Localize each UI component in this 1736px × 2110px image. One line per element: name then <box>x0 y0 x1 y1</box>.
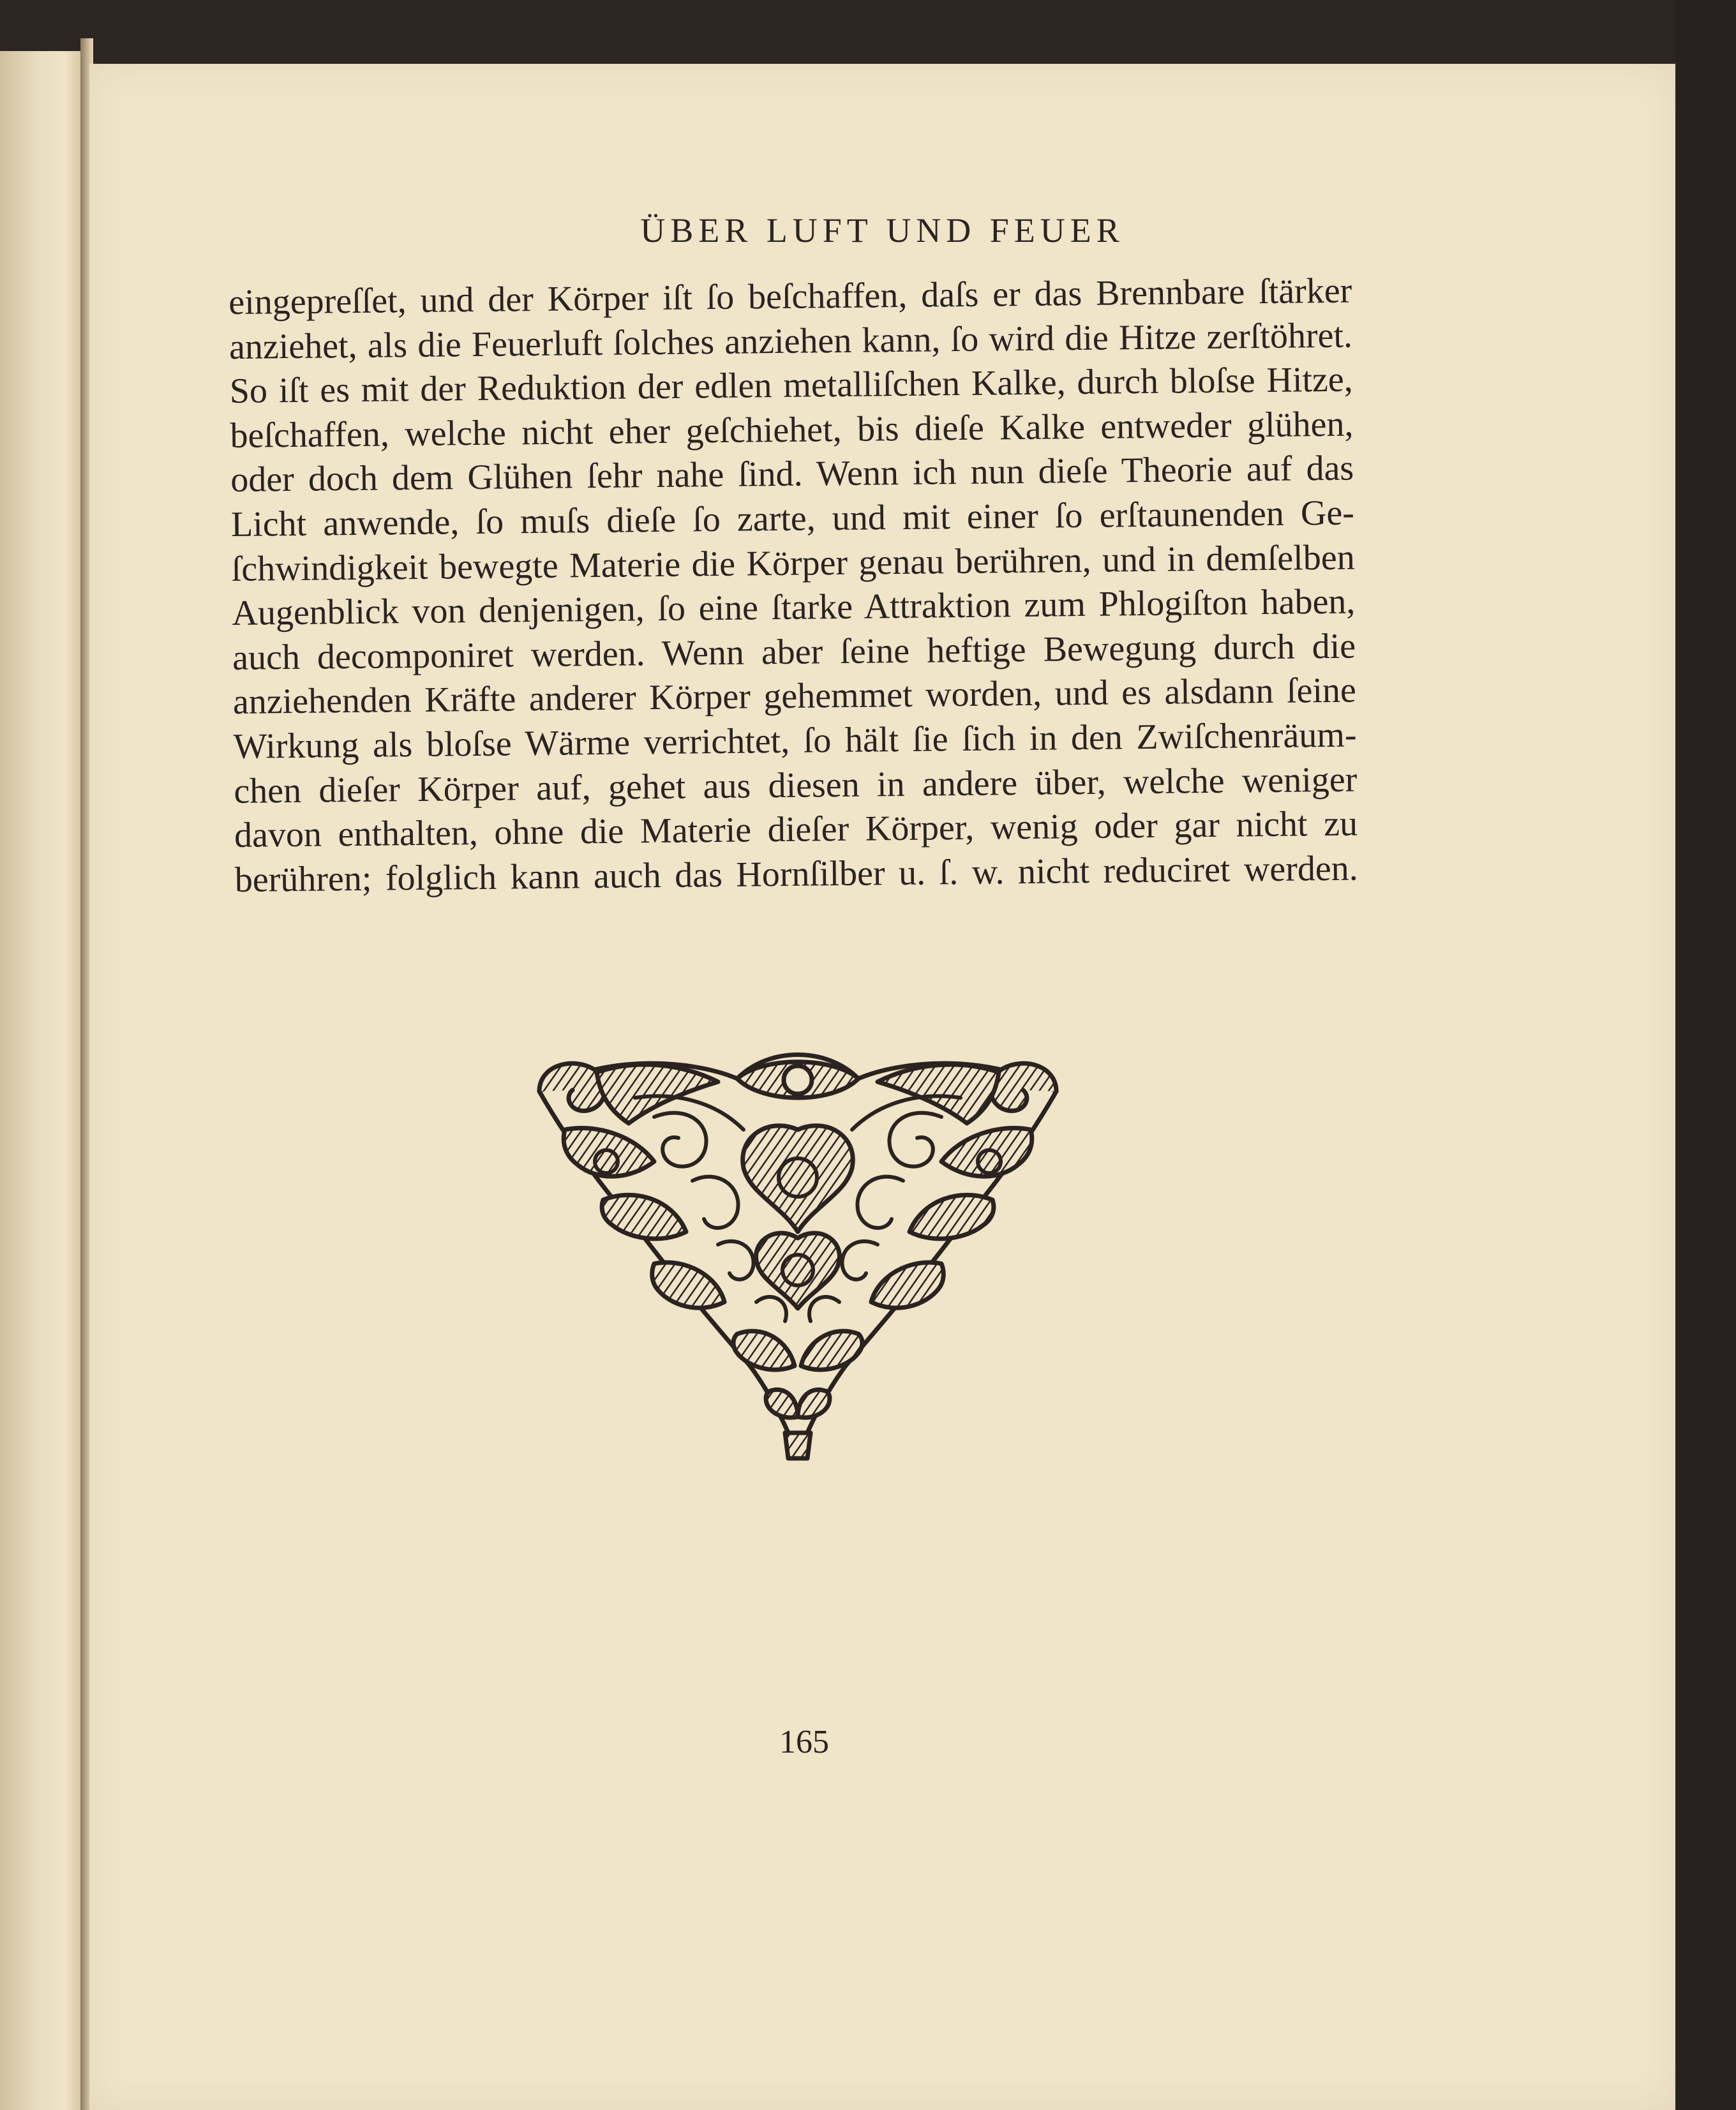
text-line: davon enthalten, ohne die Materie dieſer Körper, wenig oder gar nicht zu <box>234 804 1358 856</box>
text-line: oder doch dem Glühen ſehr nahe ſind. Wenn ich nun dieſe Theorie auf das <box>230 448 1354 500</box>
facing-page-edge <box>0 51 82 2110</box>
page-number: 165 <box>779 1724 829 1760</box>
text-line: beſchaffen, welche nicht eher geſchiehet, bis dieſe Kalke entweder glühen, <box>230 404 1354 456</box>
text-line: Wirkung als bloſse Wärme verrichtet, ſo hält ſie ſich in den Zwiſchenräum- <box>233 715 1357 767</box>
text-line: anziehenden Kräfte anderer Körper gehemmet worden, und es alsdann ſeine <box>232 670 1357 722</box>
background-edge <box>1675 0 1736 2110</box>
text-line: anziehet, als die Feuerluft ſolches anziehen kann, ſo wird die Hitze zerſtöhret. <box>228 315 1353 367</box>
text-line: berühren; folglich kann auch das Hornſilber u. ſ. w. nicht reduciret werden. <box>234 848 1359 900</box>
text-line: Licht anwende, ſo muſs dieſe ſo zarte, und mit einer ſo erſtaunenden Ge- <box>230 493 1355 544</box>
baroque-scrollwork-tailpiece-icon <box>527 1034 1069 1481</box>
text-line: eingepreſſet, und der Körper iſt ſo beſchaffen, daſs er das Brennbare ſtärker <box>228 271 1352 322</box>
text-line: So iſt es mit der Reduktion der edlen metalliſchen Kalke, durch bloſse Hitze, <box>229 359 1354 412</box>
body-text <box>228 269 1358 903</box>
text-line: Augenblick von denjenigen, ſo eine ſtarke Attraktion zum Phlogiſton haben, <box>232 581 1356 634</box>
text-line: ſchwindigkeit bewegte Materie die Körper genau berühren, und in demſelben <box>231 537 1355 589</box>
running-head: ÜBER LUFT UND FEUER <box>640 211 1125 250</box>
text-line: chen dieſer Körper auf, gehet aus diesen in andere über, welche weniger <box>234 759 1358 811</box>
text-line: auch decomponiret werden. Wenn aber ſeine heftige Bewegung durch die <box>232 626 1356 678</box>
